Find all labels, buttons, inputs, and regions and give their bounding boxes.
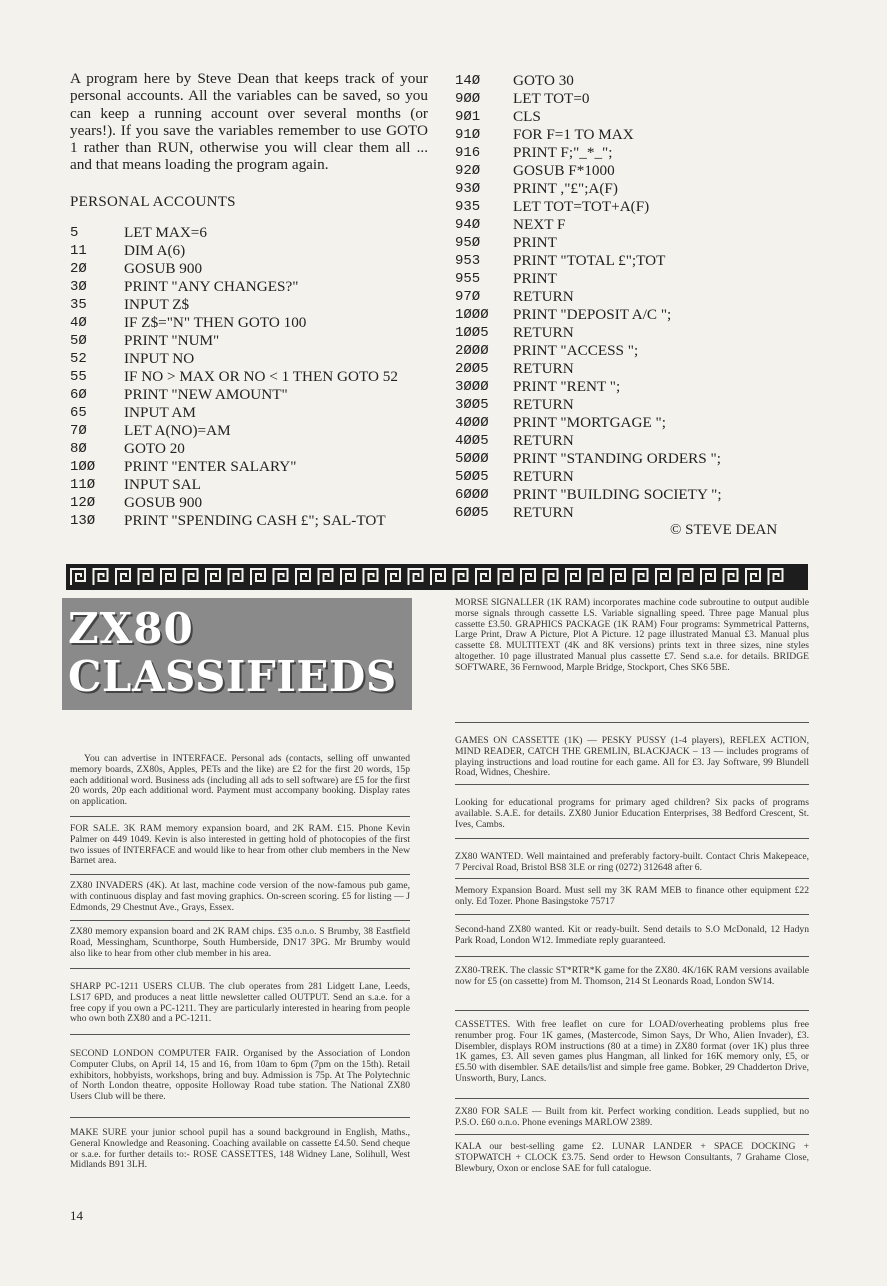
basic-statement: RETURN <box>513 432 574 449</box>
line-number: 91Ø <box>455 127 481 143</box>
line-number: 65 <box>70 405 87 421</box>
basic-statement: INPUT SAL <box>124 476 201 493</box>
code-line <box>70 386 425 404</box>
line-number: 5 <box>70 225 79 241</box>
basic-statement: INPUT NO <box>124 350 195 367</box>
article-subtitle: PERSONAL ACCOUNTS <box>70 194 236 210</box>
basic-statement: PRINT "NEW AMOUNT" <box>124 386 288 403</box>
classified-ad: CASSETTES. With free leaflet on cure for LOAD/overheating problems plus free renumber prog. Four 1K games, (Mastercode, Simon Says, Dr Who, Alien Invader), £3. Disembler, displays ROM instructions (80 at a time) in ZX80 format (over 1K) plus three 1K games, £3. All seven games plus Hangman, all linked for 16K memory only, £5, or £5.50 with disembler. SAE details/list and simple free game. Bobker, 29 Chadderton Drive, Unsworth, Bury, Lancs. <box>455 1019 809 1084</box>
code-line <box>70 494 425 512</box>
line-number: 3Ø <box>70 279 87 295</box>
code-line <box>455 486 815 504</box>
code-line <box>455 360 815 378</box>
basic-statement: PRINT "ENTER SALARY" <box>124 458 297 475</box>
code-line <box>70 422 425 440</box>
code-line <box>455 468 815 486</box>
line-number: 1ØØ <box>70 459 96 475</box>
code-line <box>455 378 815 396</box>
code-line <box>70 224 425 242</box>
line-number: 1ØØØ <box>455 307 489 323</box>
basic-statement: PRINT "RENT "; <box>513 378 621 395</box>
basic-statement: GOTO 30 <box>513 72 574 89</box>
code-line <box>455 414 815 432</box>
code-line <box>70 458 425 476</box>
line-number: 6ØØ5 <box>455 505 489 521</box>
classified-ad: Looking for educational programs for primary aged children? Six packs of programs available. S.A.E. for details. ZX80 Junior Education Enterprises, 38 Bedford Crescent, St. Ives, Cambs. <box>455 797 809 830</box>
basic-statement: NEXT F <box>513 216 566 233</box>
basic-statement: RETURN <box>513 360 574 377</box>
line-number: 916 <box>455 145 481 161</box>
line-number: 14Ø <box>455 73 481 89</box>
basic-statement: PRINT "MORTGAGE "; <box>513 414 666 431</box>
advertising-rates-notice: You can advertise in INTERFACE. Personal ads (contacts, selling off unwanted memory boards, ZX80s, Apples, PETs and the like) are £2 for the first 20 words, 15p each additional word. Business ads (including all ads to sell software) are £5 for the first 20 words, 20p each additional word. Payment must accompany booking. Display rates on application. <box>70 753 410 808</box>
basic-statement: GOSUB 900 <box>124 494 203 511</box>
classified-ad: Second-hand ZX80 wanted. Kit or ready-built. Send details to S.O McDonald, 12 Hadyn Park Road, London W12. Immediate reply guaranteed. <box>455 924 809 946</box>
line-number: 6ØØØ <box>455 487 489 503</box>
code-line <box>455 216 815 234</box>
line-number: 5ØØ5 <box>455 469 489 485</box>
line-number: 955 <box>455 271 481 287</box>
divider <box>455 956 809 957</box>
line-number: 12Ø <box>70 495 96 511</box>
basic-statement: IF Z$="N" THEN GOTO 100 <box>124 314 307 331</box>
classified-ad: SHARP PC-1211 USERS CLUB. The club operates from 281 Lidgett Lane, Leeds, LS17 6PD, and produces a neat little newsletter called OUTPUT. Send an s.a.e. for a free copy if you own a PC-1211. They are particularly interested in hearing from people who own both ZX80 and a PC-1211. <box>70 981 410 1025</box>
divider <box>455 1098 809 1099</box>
code-line <box>70 476 425 494</box>
basic-statement: LET A(NO)=AM <box>124 422 231 439</box>
line-number: 11 <box>70 243 87 259</box>
line-number: 3ØØ5 <box>455 397 489 413</box>
classified-ad: GAMES ON CASSETTE (1K) — PESKY PUSSY (1-4 players), REFLEX ACTION, MIND READER, CATCH THE GREMLIN, BLACKJACK – 13 — includes programs of playing instructions and load routine for each game. All for £3. Jay Software, 99 Blundell Road, Widnes, Cheshire. <box>455 735 809 779</box>
code-line <box>455 162 815 180</box>
divider <box>70 968 410 969</box>
basic-statement: PRINT "ANY CHANGES?" <box>124 278 299 295</box>
classified-ad: Memory Expansion Board. Must sell my 3K RAM MEB to finance other equipment £22 only. Ed Tozer. Phone Basingstoke 75717 <box>455 885 809 907</box>
divider <box>455 914 809 915</box>
line-number: 953 <box>455 253 481 269</box>
code-line <box>70 440 425 458</box>
code-line <box>455 450 815 468</box>
code-line <box>70 242 425 260</box>
code-line <box>455 108 815 126</box>
line-number: 52 <box>70 351 87 367</box>
basic-statement: PRINT F;"_*_"; <box>513 144 613 161</box>
line-number: 93Ø <box>455 181 481 197</box>
line-number: 5Ø <box>70 333 87 349</box>
basic-statement: LET MAX=6 <box>124 224 207 241</box>
divider <box>455 722 809 723</box>
basic-statement: LET TOT=TOT+A(F) <box>513 198 650 215</box>
classified-ad: KALA our best-selling game £2. LUNAR LANDER + SPACE DOCKING + STOPWATCH + CLOCK £3.75. Send order to Hewson Consultants, 7 Grahame Close, Blewbury, Oxon or enclose SAE for full catalogue. <box>455 1141 809 1174</box>
line-number: 9ØØ <box>455 91 481 107</box>
code-line <box>455 270 815 288</box>
basic-statement: PRINT ,"£";A(F) <box>513 180 618 197</box>
basic-statement: GOSUB F*1000 <box>513 162 615 179</box>
code-line <box>70 278 425 296</box>
basic-statement: PRINT "SPENDING CASH £"; SAL-TOT <box>124 512 386 529</box>
code-line <box>70 404 425 422</box>
basic-statement: LET TOT=0 <box>513 90 590 107</box>
basic-statement: RETURN <box>513 288 574 305</box>
line-number: 2ØØ5 <box>455 361 489 377</box>
divider <box>70 1117 410 1118</box>
banner-title-line1: ZX80 <box>68 604 194 653</box>
code-line <box>455 342 815 360</box>
line-number: 55 <box>70 369 87 385</box>
code-line <box>70 296 425 314</box>
basic-statement: PRINT "ACCESS "; <box>513 342 639 359</box>
greek-key-border <box>66 564 808 590</box>
line-number: 35 <box>70 297 87 313</box>
line-number: 3ØØØ <box>455 379 489 395</box>
divider <box>70 920 410 921</box>
basic-statement: RETURN <box>513 396 574 413</box>
code-line <box>70 260 425 278</box>
code-line <box>455 180 815 198</box>
basic-statement: DIM A(6) <box>124 242 186 259</box>
basic-statement: PRINT "STANDING ORDERS "; <box>513 450 721 467</box>
classified-ad: MORSE SIGNALLER (1K RAM) incorporates machine code subroutine to output audible morse signals through cassette LS. Variable signalling speed. Three page Manual plus cassette £3.50. GRAPHICS PACKAGE (1K RAM) Four programs: Symmetrical Patterns, Large Print, Draw A Picture, Plot A Picture. 12 page illustrated Manual £3. Manual plus cassette £8. MULTITEXT (4K and 8K versions) prints text in three sizes, nine styles altogether. 10 page illustrated Manual plus cassette £7. Send s.a.e. for details. BRIDGE SOFTWARE, 36 Fernwood, Marple Bridge, Stockport, Ches SK6 5BE. <box>455 597 809 673</box>
basic-statement: GOSUB 900 <box>124 260 203 277</box>
line-number: 4Ø <box>70 315 87 331</box>
line-number: 13Ø <box>70 513 96 529</box>
basic-statement: IF NO > MAX OR NO < 1 THEN GOTO 52 <box>124 368 398 385</box>
code-line <box>455 126 815 144</box>
basic-statement: PRINT <box>513 234 557 251</box>
classified-ad: ZX80 INVADERS (4K). At last, machine code version of the now-famous pub game, with continuous display and fast moving graphics. On-screen scoring. £5 for listing — J Edmonds, 29 Chestnut Ave., Grays, Essex. <box>70 880 410 913</box>
classified-ad: FOR SALE. 3K RAM memory expansion board, and 2K RAM. £15. Phone Kevin Palmer on 449 1049. Kevin is also interested in getting hold of photocopies of the first two issues of INTERFACE and would like to hear from other club members in the New Barnet area. <box>70 823 410 867</box>
code-line <box>70 350 425 368</box>
code-line <box>455 324 815 342</box>
line-number: 9Ø1 <box>455 109 481 125</box>
divider <box>455 878 809 879</box>
code-line <box>455 144 815 162</box>
line-number: 8Ø <box>70 441 87 457</box>
basic-statement: RETURN <box>513 468 574 485</box>
line-number: 11Ø <box>70 477 96 493</box>
divider <box>455 784 809 785</box>
basic-statement: PRINT "NUM" <box>124 332 220 349</box>
line-number: 92Ø <box>455 163 481 179</box>
code-line <box>455 288 815 306</box>
divider <box>455 1010 809 1011</box>
page-number: 14 <box>70 1208 83 1223</box>
code-line <box>70 512 425 530</box>
classified-ad: MAKE SURE your junior school pupil has a sound background in English, Maths., General Knowledge and Reasoning. Coaching available on cassette £4.50. Send cheque or s.a.e. for further details to:- ROSE CASSETTES, 148 Widney Lane, Solihull, West Midlands B91 3LH. <box>70 1127 410 1171</box>
code-line <box>455 90 815 108</box>
basic-statement: PRINT "TOTAL £";TOT <box>513 252 666 269</box>
code-line <box>455 252 815 270</box>
classified-ad: ZX80 FOR SALE — Built from kit. Perfect working condition. Leads supplied, but no P.S.O. £60 o.n.o. Phone evenings MARLOW 2389. <box>455 1106 809 1128</box>
basic-statement: RETURN <box>513 504 574 521</box>
basic-statement: GOTO 20 <box>124 440 185 457</box>
code-line <box>455 396 815 414</box>
basic-statement: CLS <box>513 108 541 125</box>
divider <box>70 1034 410 1035</box>
basic-statement: INPUT AM <box>124 404 196 421</box>
basic-statement: FOR F=1 TO MAX <box>513 126 634 143</box>
line-number: 5ØØØ <box>455 451 489 467</box>
basic-statement: PRINT "DEPOSIT A/C "; <box>513 306 672 323</box>
line-number: 6Ø <box>70 387 87 403</box>
line-number: 97Ø <box>455 289 481 305</box>
code-line <box>455 234 815 252</box>
banner-title-line2: CLASSIFIEDS <box>68 652 397 701</box>
divider <box>70 816 410 817</box>
code-line <box>455 306 815 324</box>
code-line <box>455 432 815 450</box>
code-line <box>455 198 815 216</box>
code-listing-right <box>455 72 815 522</box>
line-number: 1ØØ5 <box>455 325 489 341</box>
code-line <box>455 504 815 522</box>
divider <box>455 1134 809 1135</box>
author-credit: © STEVE DEAN <box>670 522 778 538</box>
classified-ad: SECOND LONDON COMPUTER FAIR. Organised by the Association of London Computer Clubs, on April 14, 15 and 16, from 10am to 6pm (7pm on the 15th). Retail exhibitors, hobbyists, workshops, bring and buy. Admission is 75p. At The Polytechnic of North London theatre, opposite Holloway Road tube station. The National ZX80 Users Club will be there. <box>70 1048 410 1103</box>
basic-statement: INPUT Z$ <box>124 296 190 313</box>
divider <box>70 874 410 875</box>
code-listing-left <box>70 224 425 530</box>
divider <box>455 838 809 839</box>
basic-statement: RETURN <box>513 324 574 341</box>
basic-statement: PRINT "BUILDING SOCIETY "; <box>513 486 722 503</box>
code-line <box>70 314 425 332</box>
line-number: 95Ø <box>455 235 481 251</box>
line-number: 4ØØØ <box>455 415 489 431</box>
line-number: 2ØØØ <box>455 343 489 359</box>
article-intro: A program here by Steve Dean that keeps track of your personal accounts. All the variables can be saved, so you can keep a running account over several months (or years!). If you save the variables remember to use GOTO 1 rather than RUN, otherwise you will clear them all ... and that means loading the program again. <box>70 70 428 174</box>
code-line <box>455 72 815 90</box>
code-line <box>70 332 425 350</box>
classified-ad: ZX80-TREK. The classic ST*RTR*K game for the ZX80. 4K/16K RAM versions available now for £5 (on cassette) from M. Thomson, 214 St Leonards Road, London SW14. <box>455 965 809 987</box>
line-number: 94Ø <box>455 217 481 233</box>
line-number: 935 <box>455 199 481 215</box>
line-number: 2Ø <box>70 261 87 277</box>
basic-statement: PRINT <box>513 270 557 287</box>
line-number: 7Ø <box>70 423 87 439</box>
line-number: 4ØØ5 <box>455 433 489 449</box>
code-line <box>70 368 425 386</box>
classified-ad: ZX80 memory expansion board and 2K RAM chips. £35 o.n.o. S Brumby, 38 Eastfield Road, Messingham, Scunthorpe, South Humberside, DN17 3PG. Mr Brumby would also like to hear from other club member in his area. <box>70 926 410 959</box>
classified-ad: ZX80 WANTED. Well maintained and preferably factory-built. Contact Chris Makepeace, 7 Percival Road, Bristol BS8 3LE or ring (0272) 312648 after 6. <box>455 851 809 873</box>
